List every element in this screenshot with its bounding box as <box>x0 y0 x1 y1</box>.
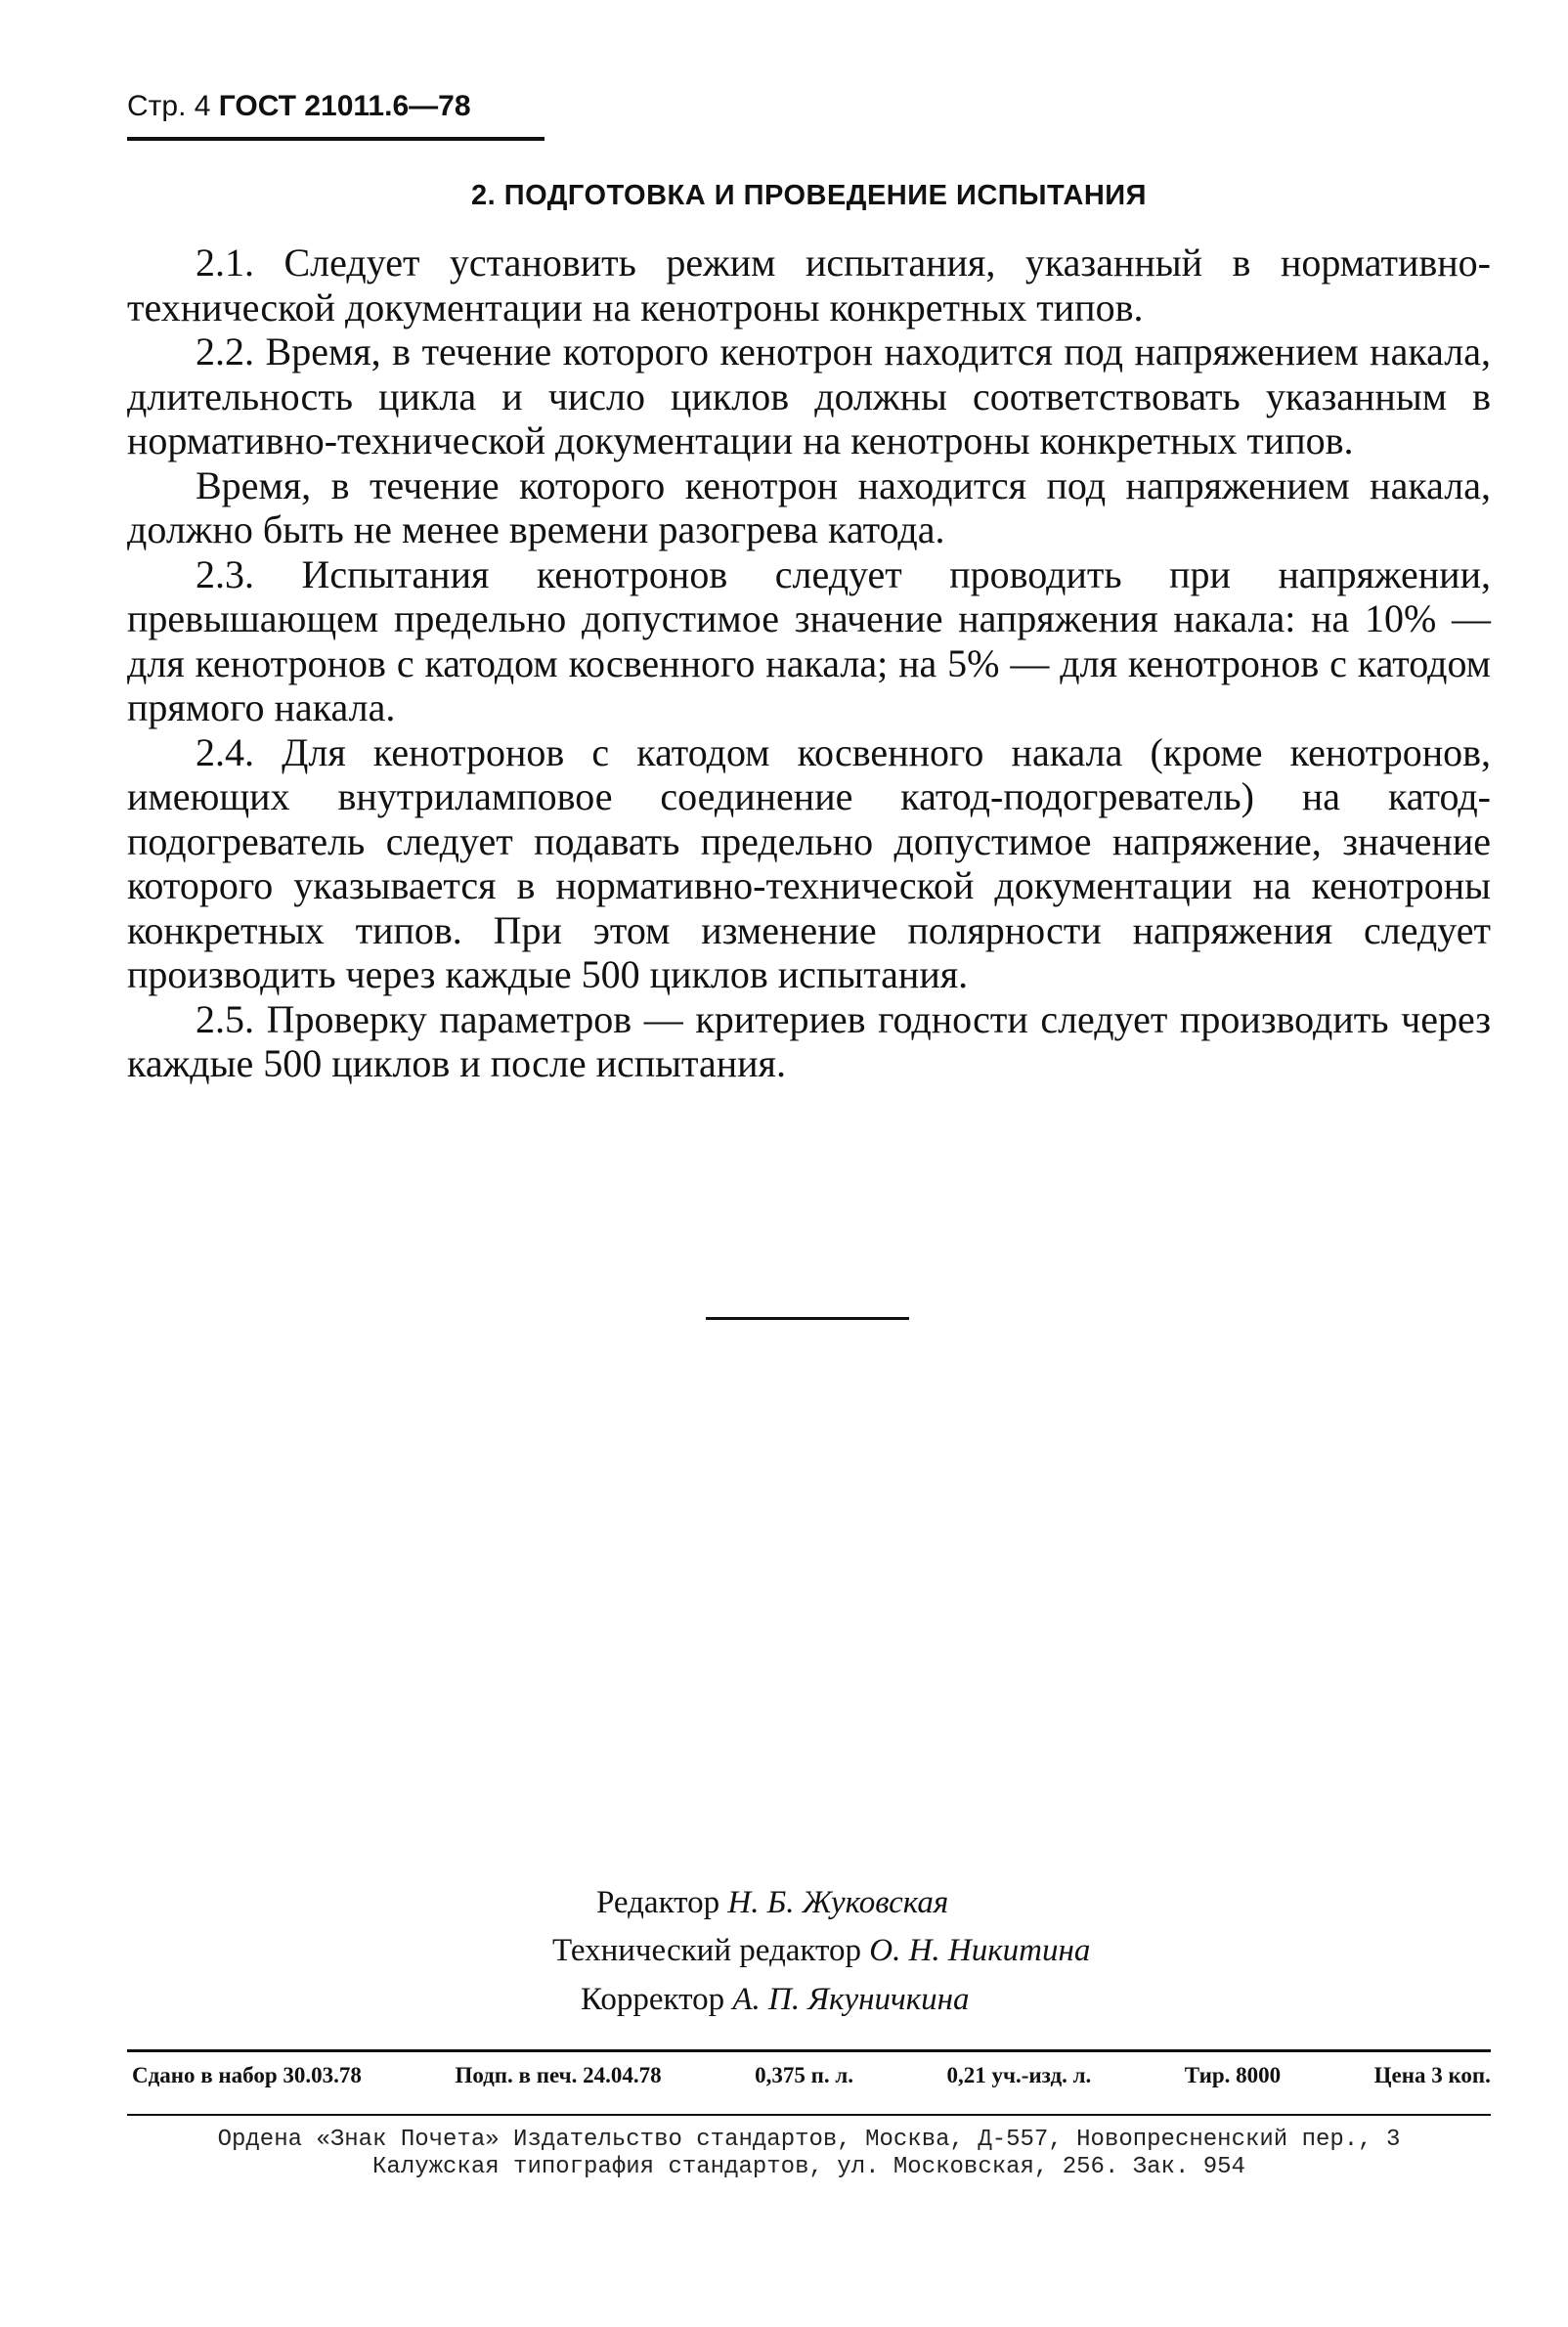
body-text <box>127 241 1491 1086</box>
paragraph-2-3: 2.3. Испытания кенотронов следует проводить при напряжении, превышающем предельно допустимое значение напряжения накала: на 10% — для кенотронов с катодом косвенного накала; на 5% — для кенотронов с катодом прямого накала. <box>127 551 1491 729</box>
imprint-signed: Подп. в печ. 24.04.78 <box>455 2063 662 2087</box>
page-header <box>127 90 471 123</box>
credit-tech-editor <box>552 1933 1090 1969</box>
paragraph-2-1: 2.1. Следует установить режим испытания, указанный в нормативно-технической документации на кенотроны конкретных типов. <box>127 241 1491 329</box>
editor-label: Редактор <box>596 1885 720 1920</box>
corrector-name: А. П. Якуничкина <box>732 1982 970 2017</box>
paragraph-2-4: 2.4. Для кенотронов с катодом косвенного накала (кроме кенотронов, имеющих внутриламповое соединение катод-подогреватель) на катод-подогреватель следует подавать предельно допустимое напряжение, значение которого указывается в нормативно-технической документации на кенотроны конкретных типов. При этом изменение полярности напряжения следует производить через каждые 500 циклов испытания. <box>127 729 1491 996</box>
imprint-print-run: Тир. 8000 <box>1184 2063 1282 2087</box>
section-title: 2. ПОДГОТОВКА И ПРОВЕДЕНИЕ ИСПЫТАНИЯ <box>471 180 1147 211</box>
imprint-rule-bottom <box>127 2114 1491 2116</box>
standard-number: 21011.6—78 <box>304 90 471 122</box>
standard-label: ГОСТ <box>218 90 296 122</box>
credit-editor <box>596 1885 948 1921</box>
imprint-rule-top <box>127 2049 1491 2052</box>
imprint-author-sheets: 0,21 уч.-изд. л. <box>946 2063 1092 2087</box>
imprint-footer <box>127 2127 1491 2181</box>
paragraph-2-2-continued: Время, в течение которого кенотрон находится под напряжением накала, должно быть не менее времени разогрева катода. <box>127 462 1491 551</box>
imprint-line <box>132 2063 1491 2088</box>
imprint-price: Цена 3 коп. <box>1373 2063 1491 2087</box>
paragraph-2-2: 2.2. Время, в течение которого кенотрон находится под напряжением накала, длительность цикла и число циклов должны соответствовать указанным в нормативно-технической документации на кенотроны конкретных типов. <box>127 329 1491 462</box>
tech-editor-name: О. Н. Никитина <box>869 1933 1091 1968</box>
imprint-printer: Калужская типография стандартов, ул. Московская, 256. Зак. 954 <box>372 2154 1245 2180</box>
credit-corrector <box>581 1982 970 2018</box>
corrector-label: Корректор <box>581 1982 725 2017</box>
end-of-text-rule <box>706 1317 909 1320</box>
editor-name: Н. Б. Жуковская <box>727 1885 949 1920</box>
imprint-sheets: 0,375 п. л. <box>755 2063 854 2087</box>
paragraph-2-5: 2.5. Проверку параметров — критериев годности следует производить через каждые 500 циклов и после испытания. <box>127 996 1491 1085</box>
imprint-publisher: Ордена «Знак Почета» Издательство стандартов, Москва, Д-557, Новопресненский пер., 3 <box>217 2127 1401 2153</box>
imprint-typeset: Сдано в набор 30.03.78 <box>132 2063 362 2087</box>
page-label: Стр. 4 <box>127 90 211 122</box>
tech-editor-label: Технический редактор <box>552 1933 861 1968</box>
header-rule <box>127 137 544 141</box>
